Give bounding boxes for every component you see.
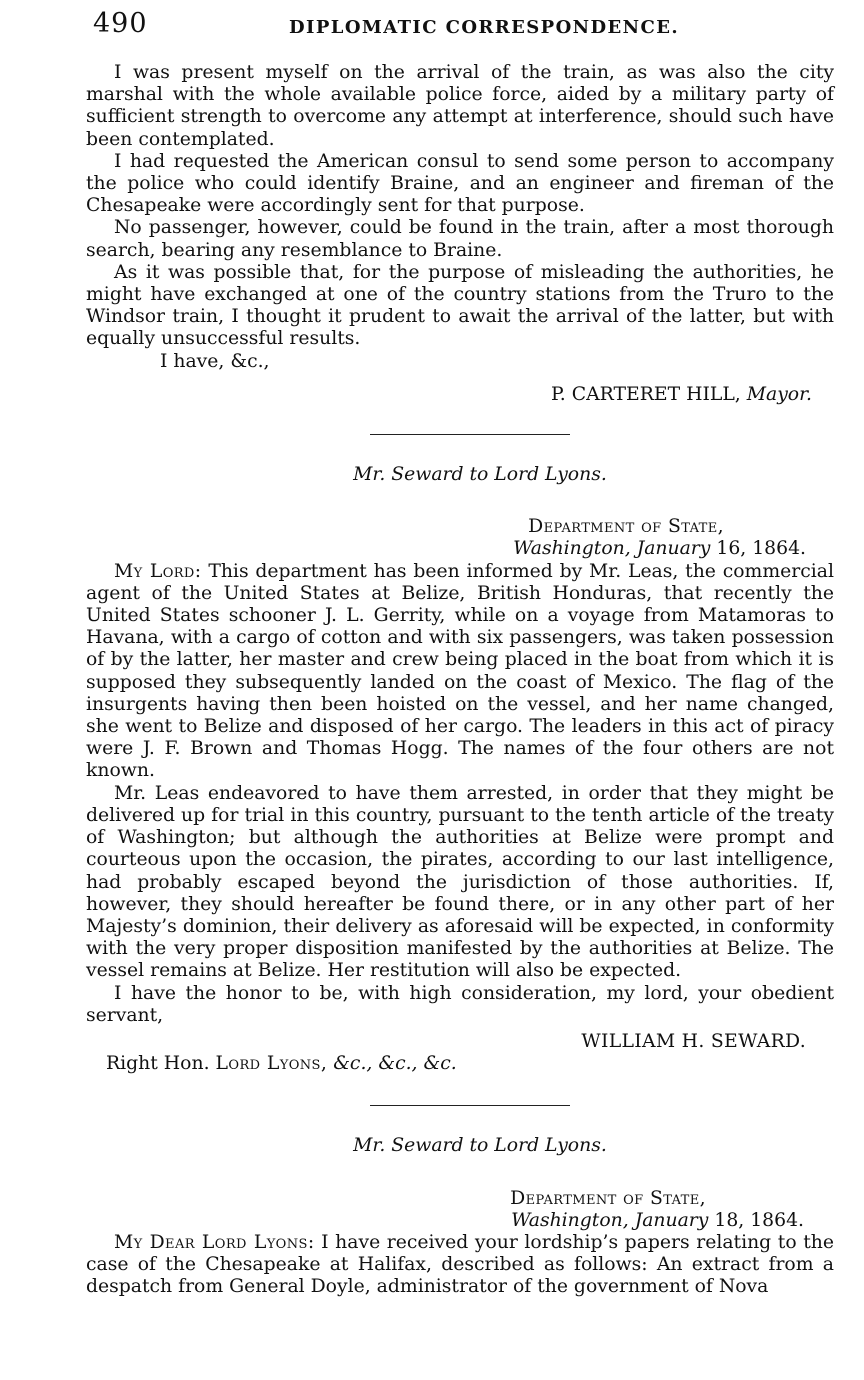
- letter-title: Mr. Seward to Lord Lyons.: [353, 1135, 607, 1157]
- salutation: My Lord:: [114, 560, 202, 582]
- salutation: My Dear Lord Lyons:: [114, 1231, 315, 1253]
- paragraph: No passenger, however, could be found in the train, after a most thorough search, bearing any resemblance to Braine.: [86, 217, 834, 261]
- signature: [86, 384, 812, 406]
- closing-line: I have, &c.,: [160, 350, 270, 372]
- paragraph-text: I have received your lordship’s papers relating to the case of the Chesapeake at Halifax, described as follows: An extract from a despatch from General Doyle, administrator of the government of Nova: [86, 1231, 834, 1298]
- page-number: 490: [93, 8, 148, 39]
- department-line: Department of State,: [528, 516, 724, 538]
- section-divider: [370, 1105, 570, 1106]
- signature-name: P. CARTERET HILL,: [550, 383, 741, 405]
- addressee-suffix: &c., &c., &c.: [333, 1053, 457, 1075]
- section-divider: [370, 434, 570, 435]
- paragraph: I was present myself on the arrival of the train, as was also the city marshal with the whole available police force, aided by a military party of sufficient strength to overcome any attempt at interference, should such have been contemplated.: [86, 62, 834, 150]
- paragraph: As it was possible that, for the purpose of misleading the authorities, he might have exchanged at one of the country stations from the Truro to the Windsor train, I thought it prudent to await the arrival of the latter, but with equally unsuccessful results.: [86, 261, 834, 350]
- dateline: [86, 538, 806, 560]
- addressee-prefix: Right Hon.: [106, 1053, 210, 1075]
- dateline-date: 16, 1864.: [716, 538, 806, 560]
- page-header: [93, 8, 834, 42]
- dateline-date: 18, 1864.: [714, 1209, 804, 1231]
- paragraph: I had requested the American consul to send some person to accompany the police who could identify Braine, and an engineer and fireman of the Chesapeake were accordingly sent for that purpose.: [86, 150, 834, 217]
- dateline-place: Washington, January: [513, 538, 711, 560]
- paragraph: I have the honor to be, with high consideration, my lord, your obedient servant,: [86, 982, 834, 1026]
- letter-title: Mr. Seward to Lord Lyons.: [353, 464, 607, 486]
- addressee-name: Lord Lyons,: [215, 1053, 328, 1075]
- signature-title: Mayor.: [746, 383, 812, 405]
- paragraph: Mr. Leas endeavored to have them arrested, in order that they might be delivered up for trial in this country, pursuant to the tenth article of the treaty of Washington; but although the authorities at Belize were prompt and courteous upon the occasion, the pirates, according to our last intelligence, had probably escaped beyond the jurisdiction of those authorities. If, however, they should hereafter be found there, or in any other part of her Majesty’s dominion, their delivery as aforesaid will be expected, in conformity with the very proper disposition manifested by the authorities at Belize. The vessel remains at Belize. Her restitution will also be expected.: [86, 782, 834, 982]
- running-head: DIPLOMATIC CORRESPONDENCE.: [289, 17, 680, 38]
- department-line: Department of State,: [510, 1187, 706, 1209]
- paragraph: [86, 561, 834, 783]
- signature-name: WILLIAM H. SEWARD.: [581, 1030, 806, 1052]
- paragraph: [86, 1232, 834, 1299]
- page-body: [86, 62, 834, 1299]
- dateline-place: Washington, January: [511, 1209, 709, 1231]
- dateline: [86, 1210, 804, 1232]
- paragraph-text: This department has been informed by Mr. Leas, the commercial agent of the United States at Belize, British Honduras, that recently the United States schooner J. L. Gerrity, while on a voyage from Matamoras to Havana, with a cargo of cotton and with six passengers, was taken possession of by the latter, her master and crew being placed in the boat from which it is supposed they subsequently landed on the coast of Mexico. The flag of the insurgents having then been hoisted on the vessel, and her name changed, she went to Belize and disposed of her cargo. The leaders in this act of piracy were J. F. Brown and Thomas Hogg. The names of the four others are not known.: [86, 560, 834, 782]
- addressee: [86, 1053, 834, 1075]
